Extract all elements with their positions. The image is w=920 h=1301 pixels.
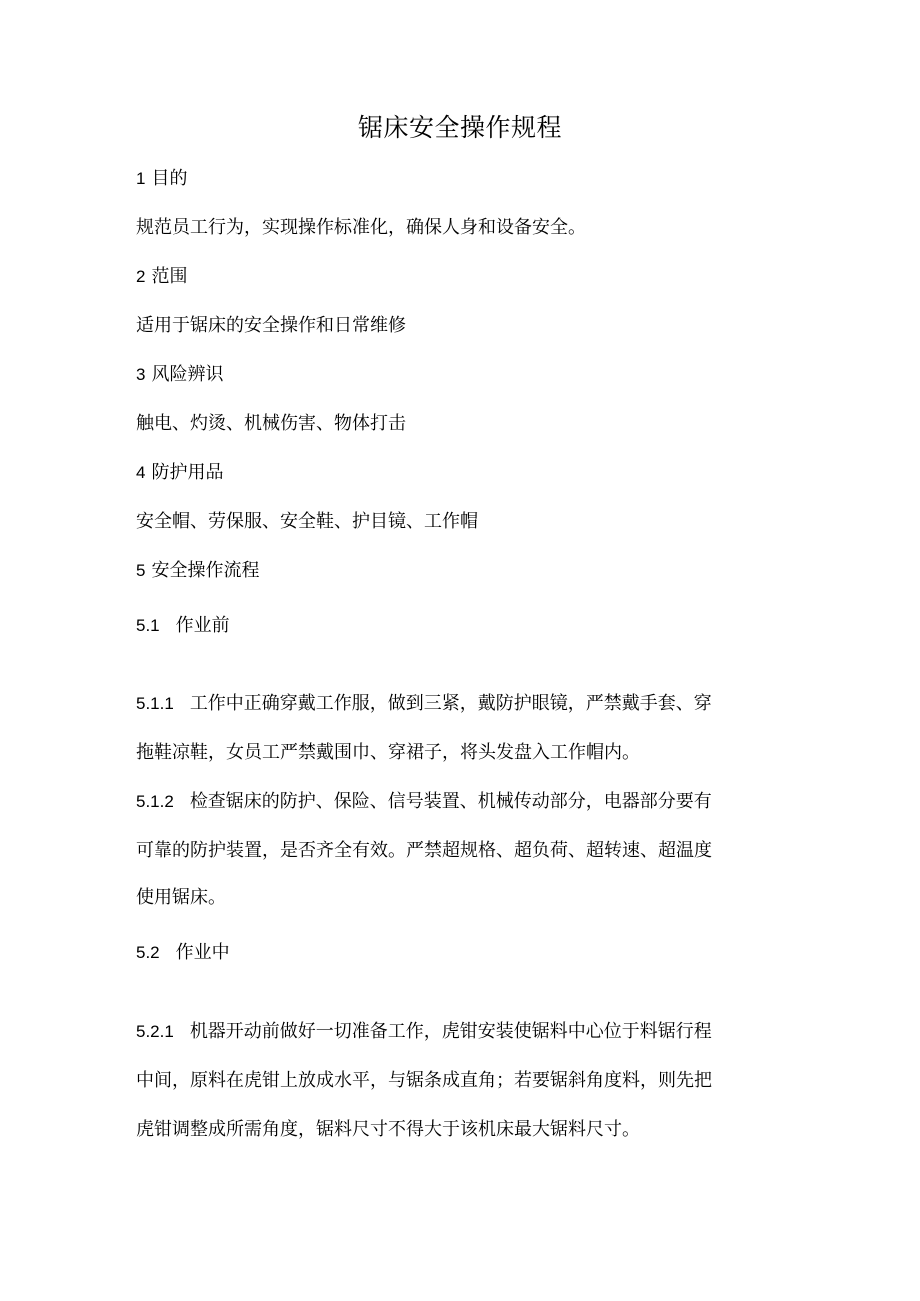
section-1-heading [136, 167, 796, 191]
section-4-heading [136, 461, 796, 485]
clause-5-2-1-line-2: 中间，原料在虎钳上放成水平，与锯条成直角；若要锯斜角度料，则先把 [136, 1070, 712, 1091]
section-5-title: 安全操作流程 [151, 560, 260, 581]
clause-5-2-1-line-1 [136, 1020, 796, 1044]
clause-5-1-2-line-3: 使用锯床。 [136, 887, 226, 908]
section-3-heading [136, 363, 796, 387]
section-2-title: 范围 [151, 266, 188, 287]
section-4-body: 安全帽、劳保服、安全鞋、护目镜、工作帽 [136, 511, 478, 532]
document-title: 锯床安全操作规程 [357, 113, 562, 142]
section-3-number: 3 [136, 365, 146, 384]
clause-5-1-2-line-2: 可靠的防护装置，是否齐全有效。严禁超规格、超负荷、超转速、超温度 [136, 840, 712, 861]
clause-5-1-2-number: 5.1.2 [136, 792, 174, 811]
section-3-title: 风险辨识 [151, 364, 224, 385]
clause-5-1-2-text-1: 检查锯床的防护、保险、信号装置、机械传动部分，电器部分要有 [189, 791, 712, 812]
section-1-title: 目的 [151, 168, 188, 189]
section-5-number: 5 [136, 561, 146, 580]
section-5-1-title: 作业前 [175, 615, 230, 636]
clause-5-2-1-number: 5.2.1 [136, 1022, 174, 1041]
clause-5-2-1-line-3: 虎钳调整成所需角度，锯料尺寸不得大于该机床最大锯料尺寸。 [136, 1119, 640, 1140]
clause-5-1-1-number: 5.1.1 [136, 694, 174, 713]
clause-5-1-1-line-2: 拖鞋凉鞋，女员工严禁戴围巾、穿裙子，将头发盘入工作帽内。 [136, 742, 640, 763]
section-3-body: 触电、灼烫、机械伤害、物体打击 [136, 413, 406, 434]
section-2-number: 2 [136, 267, 146, 286]
section-5-1-number: 5.1 [136, 616, 160, 635]
section-4-number: 4 [136, 463, 146, 482]
section-1-number: 1 [136, 169, 146, 188]
section-5-2-heading [136, 941, 796, 965]
clause-5-2-1-text-1: 机器开动前做好一切准备工作，虎钳安装使锯料中心位于料锯行程 [189, 1021, 712, 1042]
section-5-2-number: 5.2 [136, 943, 160, 962]
section-5-2-title: 作业中 [175, 942, 230, 963]
section-1-body: 规范员工行为，实现操作标准化，确保人身和设备安全。 [136, 217, 586, 238]
section-4-title: 防护用品 [151, 462, 224, 483]
section-2-heading [136, 265, 796, 289]
clause-5-1-1-text-1: 工作中正确穿戴工作服，做到三紧，戴防护眼镜，严禁戴手套、穿 [189, 693, 712, 714]
section-2-body: 适用于锯床的安全操作和日常维修 [136, 315, 406, 336]
clause-5-1-1-line-1 [136, 692, 796, 716]
section-5-1-heading [136, 614, 796, 638]
clause-5-1-2-line-1 [136, 790, 796, 814]
section-5-heading [136, 559, 796, 583]
